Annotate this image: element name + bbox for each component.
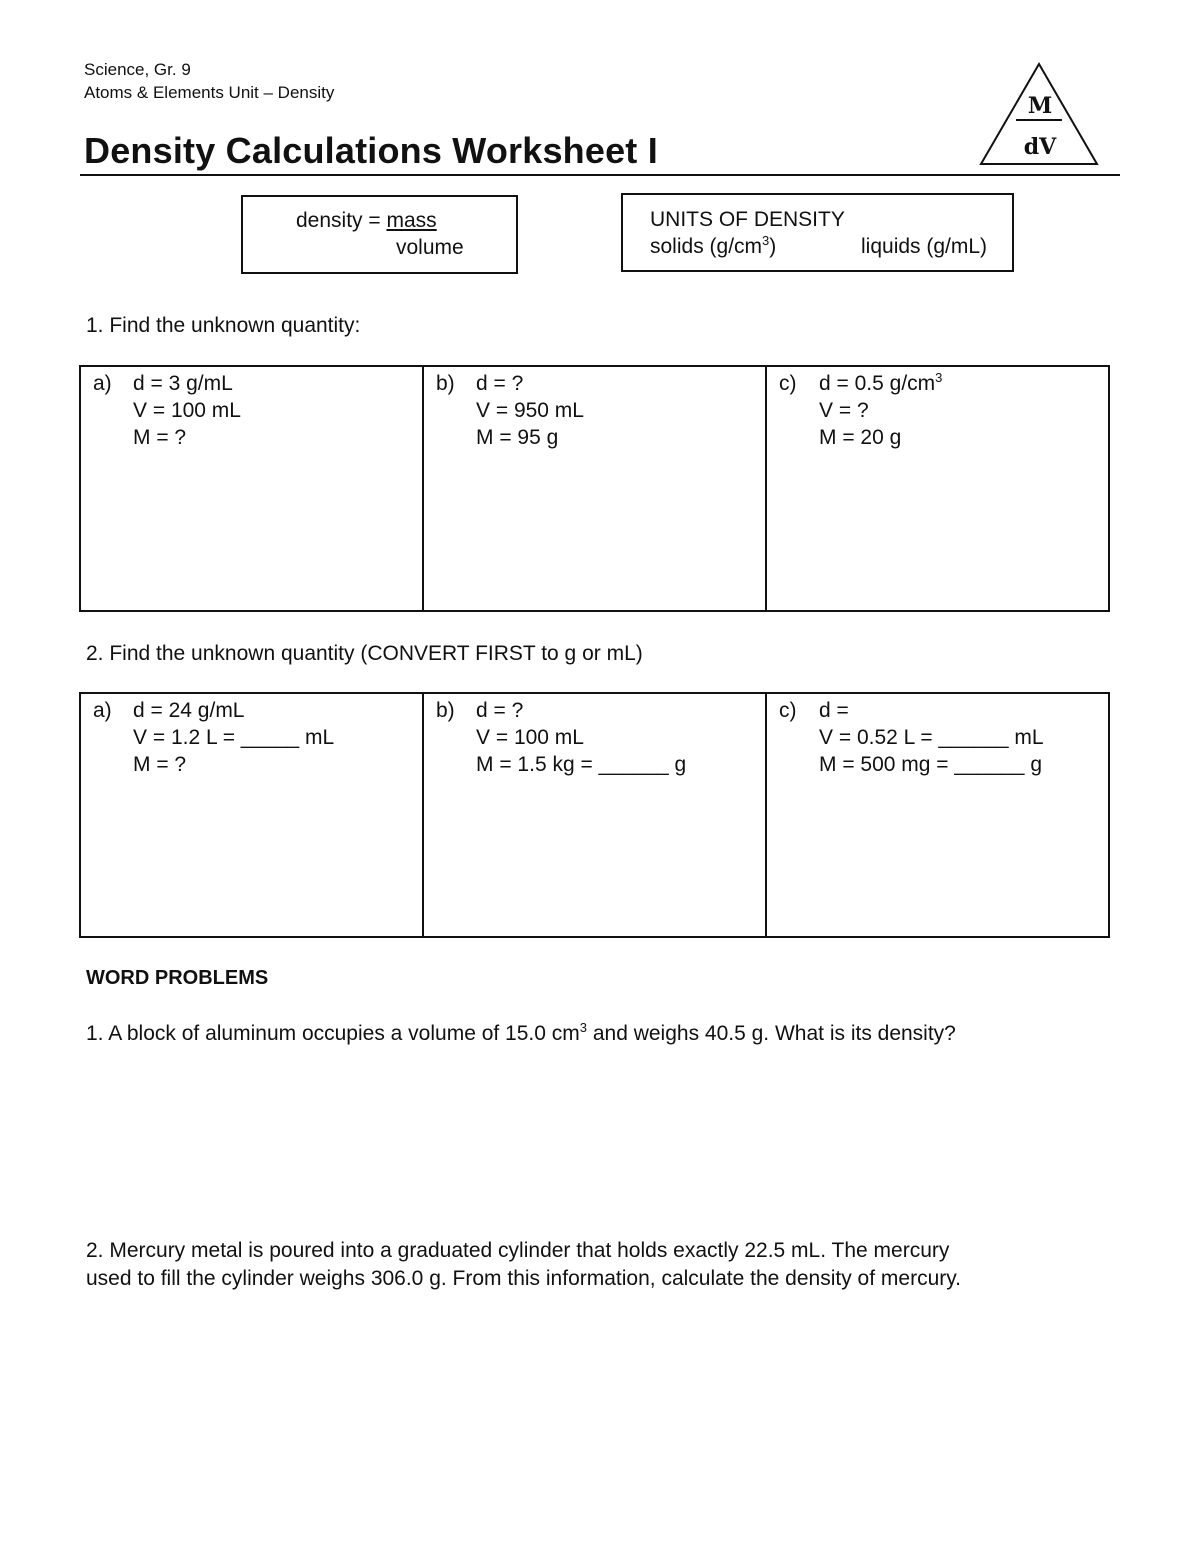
title-divider: [80, 174, 1120, 176]
formula-density-label: density =: [296, 209, 387, 232]
unit-label: Atoms & Elements Unit – Density: [84, 83, 335, 102]
units-heading: UNITS OF DENSITY: [650, 208, 845, 231]
course-label: Science, Gr. 9: [84, 60, 191, 79]
section1-heading: 1. Find the unknown quantity:: [86, 314, 361, 337]
section1-cell-a[interactable]: a) d = 3 g/mL V = 100 mL M = ?: [93, 372, 241, 449]
units-solids: solids $(g/cm^3)$: [650, 233, 777, 258]
section1-grid: [79, 365, 1110, 612]
page-title: Density Calculations Worksheet I: [84, 130, 658, 171]
section2-cell-c[interactable]: c) d = V = 0.52 L = ______ mL M = 500 mg = ______ g: [765, 694, 1108, 936]
triangle-mass-label: M: [1027, 93, 1053, 119]
word-problem-2-line1: 2. Mercury metal is poured into a graduated cylinder that holds exactly 22.5 mL. The mercury: [86, 1239, 950, 1262]
word-problems-heading: WORD PROBLEMS: [86, 967, 269, 989]
section2-heading: 2. Find the unknown quantity (CONVERT FIRST to g or mL): [86, 642, 643, 665]
triangle-dv-label: dV: [1023, 134, 1057, 160]
section2-cell-b[interactable]: b) d = ? V = 100 mL M = 1.5 kg = ______ g: [422, 694, 765, 936]
formula-numerator: mass: [386, 209, 437, 232]
section1-cell-b[interactable]: b) d = ? V = 950 mL M = 95 g: [422, 367, 765, 610]
section2-cell-a[interactable]: a) d = 24 g/mL V = 1.2 L = _____ mL M = ?: [93, 699, 335, 776]
word-problem-1: 1. A block of aluminum occupies a volume of 15.0 $cm^3$ and weighs 40.5 g. What is its density?: [86, 1020, 956, 1045]
units-box: [621, 193, 1014, 272]
units-liquids: liquids (g/mL): [861, 235, 988, 258]
section1-cell-c[interactable]: c) d = 0.5 $g/cm^3$ V = ? M = 20 g: [765, 367, 1108, 610]
word-problem-2-line2: used to fill the cylinder weighs 306.0 g. From this information, calculate the density of mercury.: [86, 1267, 962, 1290]
section2-grid: [79, 692, 1110, 938]
formula-denominator: volume: [396, 236, 464, 259]
formula-box: [241, 195, 518, 274]
